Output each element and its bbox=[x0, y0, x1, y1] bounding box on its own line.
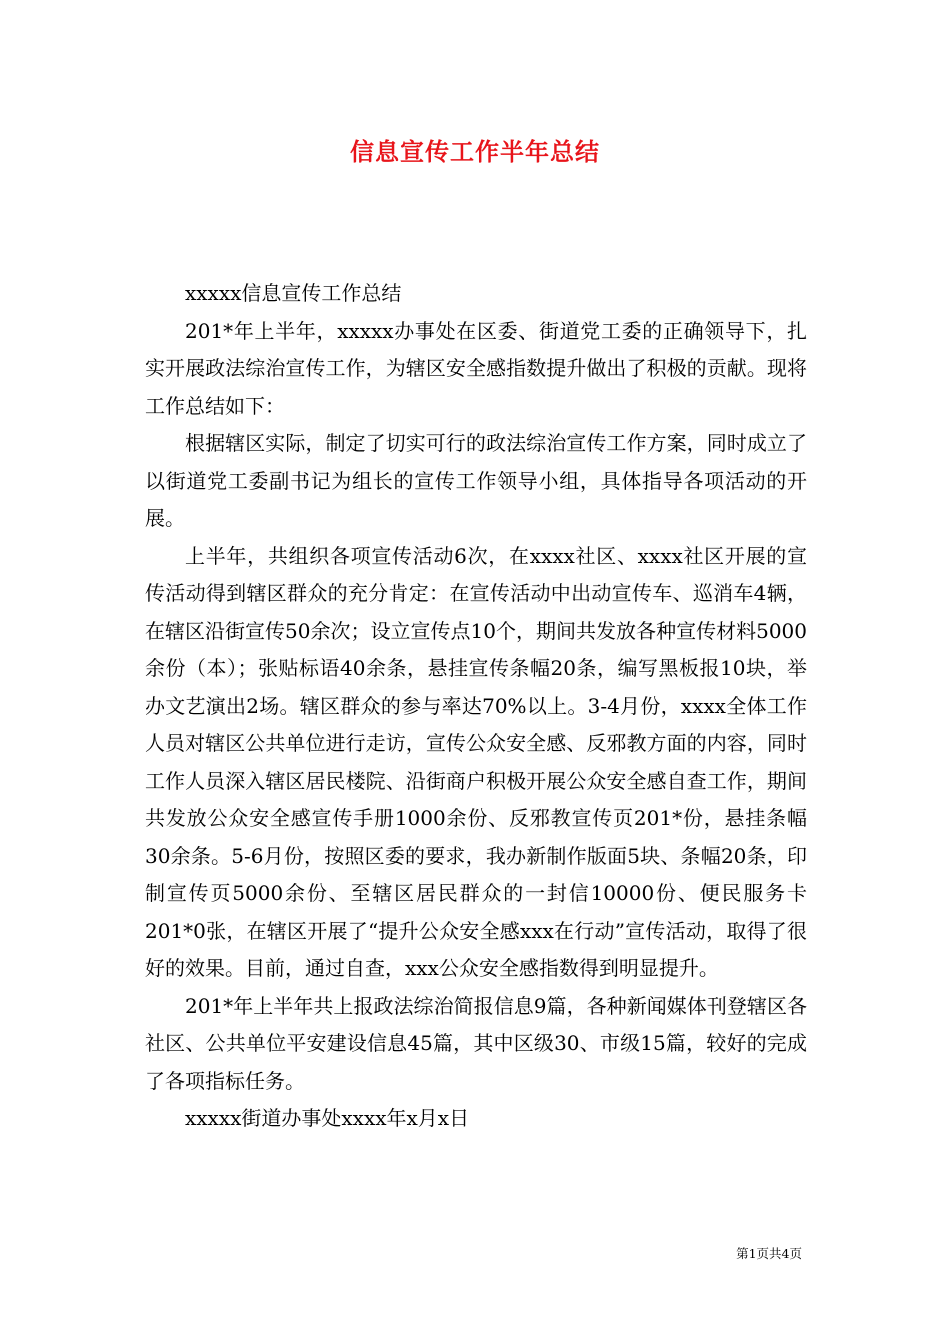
plan-paragraph: 根据辖区实际，制定了切实可行的政法综治宣传工作方案，同时成立了以街道党工委副书记为组长的宣传工作领导小组，具体指导各项活动的开展。 bbox=[145, 431, 807, 530]
intro-paragraph: 201*年上半年，xxxxx办事处在区委、街道党工委的正确领导下，扎实开展政法综治宣传工作，为辖区安全感指数提升做出了积极的贡献。现将工作总结如下： bbox=[145, 318, 807, 418]
activities-paragraph: 上半年，共组织各项宣传活动6次，在xxxx社区、xxxx社区开展的宣传活动得到辖区群众的充分肯定：在宣传活动中出动宣传车、巡消车4辆，在辖区沿街宣传50余次；设立宣传点10个，期间共发放各种宣传材料5000余份（本）；张贴标语40余条，悬挂宣传条幅20条，编写黑板报10块，举办文艺演出2场。辖区群众的参与率达70%以上。3-4月份，xxxx全体工作人员对辖区公共单位进行走访，宣传公众安全感、反邪教方面的内容，同时工作人员深入辖区居民楼院、沿街商户积极开展公众安全感自查工作，期间共发放公众安全感宣传手册1000余份、反邪教宣传页201*份，悬挂条幅30余条。5-6月份，按照区委的要求，我办新制作版面5块、条幅20条，印制宣传页5000余份、至辖区居民群众的一封信10000份、便民服务卡201*0张，在辖区开展了“提升公众安全感xxx在行动”宣传活动，取得了很好的效果。目前，通过自查，xxx公众安全感指数得到明显提升。 bbox=[145, 543, 807, 980]
heading-paragraph: xxxxx信息宣传工作总结 bbox=[185, 281, 402, 305]
document-title: 信息宣传工作半年总结 bbox=[350, 137, 600, 166]
document-body bbox=[145, 275, 807, 1138]
page-number: 第1页共4页 bbox=[736, 1246, 802, 1261]
signature-paragraph: xxxxx街道办事处xxxx年x月x日 bbox=[185, 1106, 470, 1130]
reports-paragraph: 201*年上半年共上报政法综治简报信息9篇，各种新闻媒体刊登辖区各社区、公共单位平安建设信息45篇，其中区级30、市级15篇，较好的完成了各项指标任务。 bbox=[145, 993, 807, 1093]
